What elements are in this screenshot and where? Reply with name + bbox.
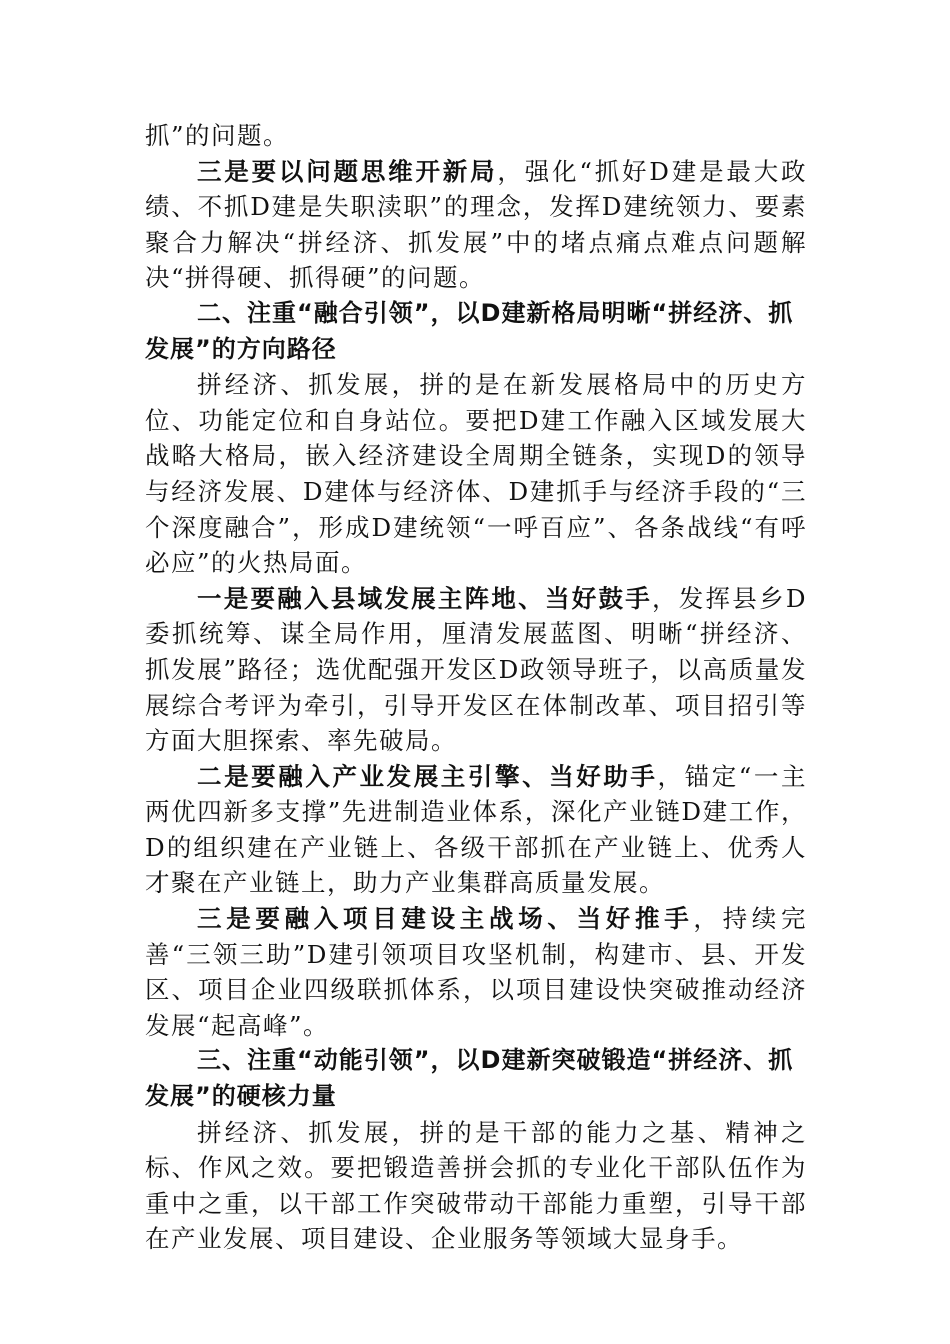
paragraph-point-1-county <box>145 581 807 759</box>
section-heading-3 <box>145 1043 807 1114</box>
section-heading-text: 二、注重“融合引领”，以D建新格局明晰“拼经济、抓发展”的方向路径 <box>145 298 794 363</box>
paragraph-section-2-intro <box>145 367 807 581</box>
paragraph-text: ，锚定“一主两优四新多支撑”先进制造业体系，深化产业链D建工作，D的组织建在产业链上、各级干部抓在产业链上、优秀人才聚在产业链上，助力产业集群高质量发展。 <box>145 761 808 898</box>
paragraph-point-3-project <box>145 901 807 1043</box>
paragraph-text: 拼经济、抓发展，拼的是在新发展格局中的历史方位、功能定位和自身站位。要把D建工作融入区域发展大战略大格局，嵌入经济建设全周期全链条，实现D的领导与经济发展、D建体与经济体、D建抓手与经济手段的“三个深度融合”，形成D建统领“一呼百应”、各条战线“有呼必应”的火热局面。 <box>145 370 807 578</box>
section-heading-text: 三、注重“动能引领”，以D建新突破锻造“拼经济、抓发展”的硬核力量 <box>145 1046 794 1111</box>
paragraph-point-3-new-situation <box>145 154 807 296</box>
paragraph-text: ，强化“抓好D建是最大政绩、不抓D建是失职渎职”的理念，发挥D建统领力、要素聚合力解决“拼经济、抓发展”中的堵点痛点难点问题解决“拼得硬、抓得硬”的问题。 <box>145 156 808 293</box>
paragraph-point-2-industry <box>145 759 807 901</box>
paragraph-section-3-intro <box>145 1115 807 1257</box>
section-heading-2 <box>145 296 807 367</box>
paragraph-lead: 二是要融入产业发展主引擎、当好助手 <box>197 761 658 791</box>
paragraph-text: ，持续完善“三领三助”D建引领项目攻坚机制，构建市、县、开发区、项目企业四级联抓体系，以项目建设快突破推动经济发展“起高峰”。 <box>145 904 808 1040</box>
paragraph-lead: 一是要融入县域发展主阵地、当好鼓手 <box>197 583 653 613</box>
paragraph-lead: 三是要融入项目建设主战场、当好推手 <box>197 904 694 934</box>
paragraph-lead: 三是要以问题思维开新局 <box>197 156 498 186</box>
paragraph-text: 拼经济、抓发展，拼的是干部的能力之基、精神之标、作风之效。要把锻造善拼会抓的专业化干部队伍作为重中之重，以干部工作突破带动干部能力重塑，引导干部在产业发展、项目建设、企业服务等领域大显身手。 <box>145 1117 807 1254</box>
paragraph-text: ，发挥县乡D委抓统筹、谋全局作用，厘清发展蓝图、明晰“拼经济、抓发展”路径；选优配强开发区D政领导班子，以高质量发展综合考评为牵引，引导开发区在体制改革、项目招引等方面大胆探索、率先破局。 <box>145 583 807 756</box>
paragraph-continuation <box>145 118 807 154</box>
paragraph-text: 抓”的问题。 <box>145 121 290 150</box>
document-body <box>145 118 807 1257</box>
